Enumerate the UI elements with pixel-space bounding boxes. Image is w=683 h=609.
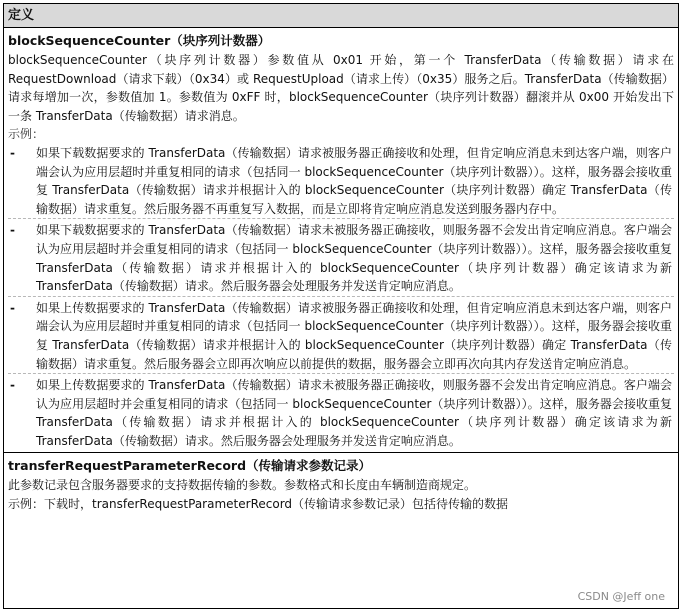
example-item	[8, 376, 674, 450]
transfer-request-parameter-record-term: transferRequestParameterRecord（传输请求参数记录）	[8, 458, 372, 474]
table-header	[4, 4, 678, 28]
example-bullet: -	[10, 300, 15, 315]
example-text: 如果下载数据要求的 TransferData（传输数据）请求未被服务器正确接收，则服务器不会发出肯定响应消息。客户端会认为应用层超时并会重复相同的请求（包括同一 blockSequenceCounter（块序列计数器））。这样，服务器会接收重复 TransferData（传输数据）请求并根据计入的 blockSequenceCounter（块序列计数器）确定该请求为新 TransferData（传输数据）请求。然后服务器会处理服务并发送肯定响应消息。	[36, 223, 672, 294]
example-bullet: -	[10, 223, 15, 238]
example-text: 如果下载数据要求的 TransferData（传输数据）请求被服务器正确接收和处理，但肯定响应消息未到达客户端，则客户端会认为应用层超时并重复相同的请求（包括同一 blockSequenceCounter（块序列计数器））。这样，服务器会接收重复 TransferData（传输数据）请求并根据计入的 blockSequenceCounter（块序列计数器）确定 TransferData（传输数据）请求重复。然后服务器不再重复写入数据，而是立即将肯定响应消息发送到服务器内存中。	[36, 145, 672, 216]
block-sequence-counter-description: blockSequenceCounter（块序列计数器）参数值从 0x01 开始，第一个 TransferData（传输数据）请求在 RequestDownload（请求下载）（0x34）或 RequestUpload（请求上传）（0x35）服务之后。TransferData（传输数据）请求每增加一次，参数值加 1。参数值为 0xFF 时，blockSequenceCounter（块序列计数器）翻滚并从 0x00 开始发出下一条 TransferData（传输数据）请求消息。	[8, 53, 674, 123]
example-item	[8, 221, 674, 296]
block-sequence-counter-cell	[4, 28, 678, 453]
example-text: 如果上传数据要求的 TransferData（传输数据）请求未被服务器正确接收，则服务器不会发出肯定响应消息。客户端会认为应用层超时并会重复相同的请求（包括同一 blockSequenceCounter（块序列计数器））。这样，服务器会接收重复 TransferData（传输数据）请求并根据计入的 blockSequenceCounter（块序列计数器）确定该请求为新 TransferData（传输数据）请求。然后服务器会处理服务并发送肯定响应消息。	[36, 378, 672, 448]
examples-label: 示例：	[8, 127, 45, 142]
transfer-request-parameter-record-description: 此参数记录包含服务器要求的支持数据传输的参数。参数格式和长度由车辆制造商规定。	[8, 478, 477, 493]
example-text: 如果上传数据要求的 TransferData（传输数据）请求被服务器正确接收和处理，但肯定响应消息未到达客户端，则客户端会认为应用层超时并重复相同的请求（包括同一 blockSequenceCounter（块序列计数器））。这样，服务器会接收重复 TransferData（传输数据）请求并根据计入的 blockSequenceCounter（块序列计数器）确定 TransferData（传输数据）请求重复。然后服务器会立即再次响应以前提供的数据，服务器会立即再次向其内存发送肯定响应消息。	[36, 300, 672, 371]
example-bullet: -	[10, 145, 15, 160]
transfer-request-parameter-record-cell	[4, 453, 678, 515]
transfer-request-parameter-record-example: 示例：下载时，transferRequestParameterRecord（传输请求参数记录）包括待传输的数据	[8, 497, 509, 512]
definition-table	[3, 3, 679, 609]
example-bullet: -	[10, 378, 15, 393]
csdn-watermark: CSDN @Jeff one	[577, 590, 665, 603]
header-title: 定义	[8, 8, 35, 23]
example-item	[8, 144, 674, 219]
block-sequence-counter-term: blockSequenceCounter（块序列计数器）	[8, 33, 271, 48]
example-item	[8, 299, 674, 374]
